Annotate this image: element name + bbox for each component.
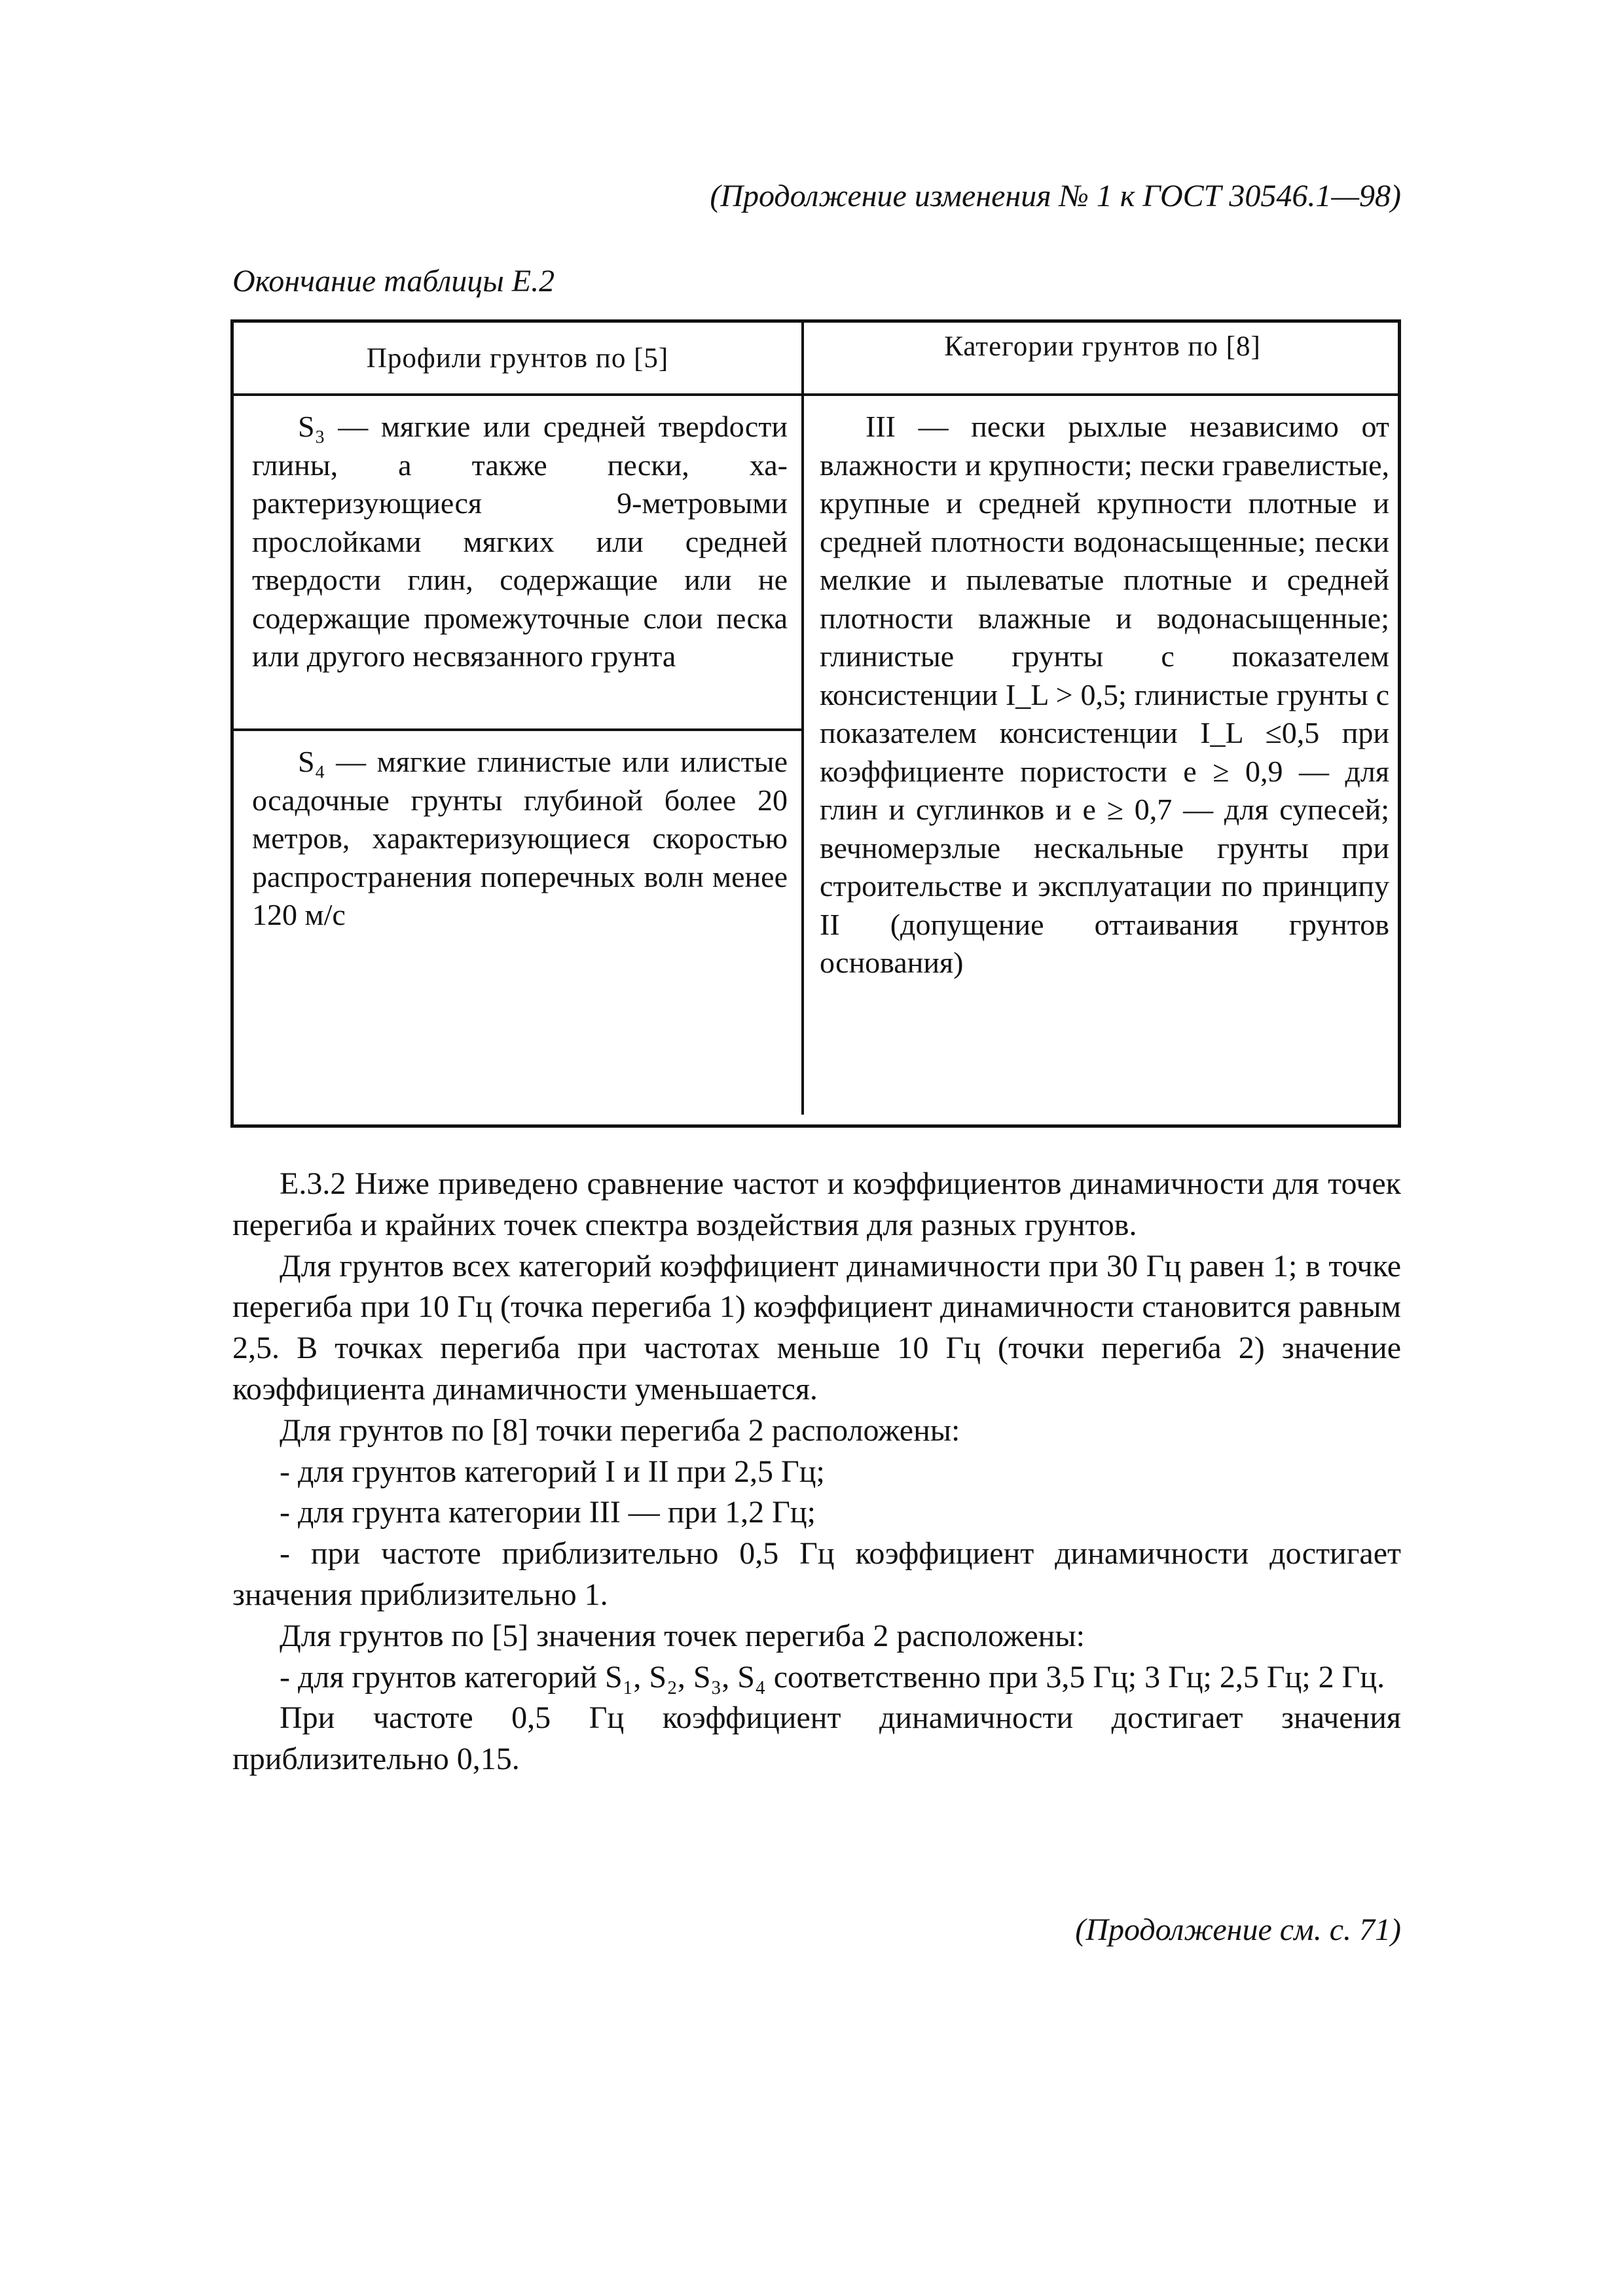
paragraph: Для грунтов всех категорий коэффициент динамичности при 30 Гц равен 1; в точке перегиба при 10 Гц (точка перегиба 1) коэффициент динамичности становится равным 2,5. В точках перегиба при частотах меньше 10 Гц (точки перегиба 2) значение коэффициента динамичности уменьшается. <box>232 1248 1401 1407</box>
table-cell-profile-s3 <box>252 408 788 676</box>
column-header-categories: Категории грунтов по [8] <box>944 331 1261 362</box>
column-header-profiles: Профили грунтов по [5] <box>366 343 669 374</box>
body-text <box>232 1164 1401 1780</box>
list-item: - для грунтов категорий I и II при 2,5 Гц; <box>280 1454 825 1489</box>
continuation-header: (Продолжение изменения № 1 к ГОСТ 30546.1—98) <box>710 179 1401 213</box>
table-column-divider <box>801 323 804 1115</box>
cell-text: S₃ — мягкие или средней тверdости глины, а также пески, характеризующиеся 9-метровыми прослойками мягких или средней твердости глин, содержащие или не содержащие промежуточные слои песка или другого несвязанного грунта <box>252 410 788 673</box>
table-cell-category-iii <box>820 408 1389 982</box>
table-header-divider <box>234 393 1398 396</box>
paragraph: Для грунтов по [5] значения точек перегиба 2 расположены: <box>280 1618 1085 1653</box>
soil-table <box>230 319 1401 1128</box>
list-item: - при частоте приблизительно 0,5 Гц коэффициент динамичности достигает значения приблизительно 1. <box>232 1536 1401 1612</box>
cell-text: III — пески рыхлые независимо от влажности и крупности; пески гравелистые, крупные и средней крупности плотные и средней плотности водонасыщенные; пески мелкие и пылеватые плотные и средней плотности влажные и водонасыщенные; глинистые грунты с показателем консистенции I_L > 0,5; глинистые грунты с показателем консистенции I_L ≤0,5 при коэффициенте пористости e ≥ 0,9 — для глин и суглинков и e ≥ 0,7 — для супесей; вечномерзлые нескальные грунты при строительстве и эксплуатации по принципу II (допущение оттаивания грунтов основания) <box>820 410 1389 979</box>
table-cell-profile-s4 <box>252 743 788 935</box>
table-row-divider <box>234 728 803 731</box>
list-item: - для грунтов категорий S₁, S₂, S₃, S₄ соответственно при 3,5 Гц; 3 Гц; 2,5 Гц; 2 Гц. <box>280 1659 1385 1695</box>
cell-text: S₄ — мягкие глинистые или илистые осадочные грунты глубиной более 20 метров, характеризующиеся скоростью распространения поперечных волн менее 120 м/с <box>252 745 788 931</box>
paragraph: При частоте 0,5 Гц коэффициент динамичности достигает значения приблизительно 0,15. <box>232 1700 1401 1777</box>
table-caption: Окончание таблицы Е.2 <box>232 264 555 298</box>
continuation-footer: (Продолжение см. с. 71) <box>1075 1912 1401 1947</box>
list-item: - для грунта категории III — при 1,2 Гц; <box>280 1495 816 1530</box>
paragraph: Е.3.2 Ниже приведено сравнение частот и коэффициентов динамичности для точек перегиба и крайних точек спектра воздействия для разных грунтов. <box>232 1166 1401 1242</box>
paragraph: Для грунтов по [8] точки перегиба 2 расположены: <box>280 1412 960 1448</box>
